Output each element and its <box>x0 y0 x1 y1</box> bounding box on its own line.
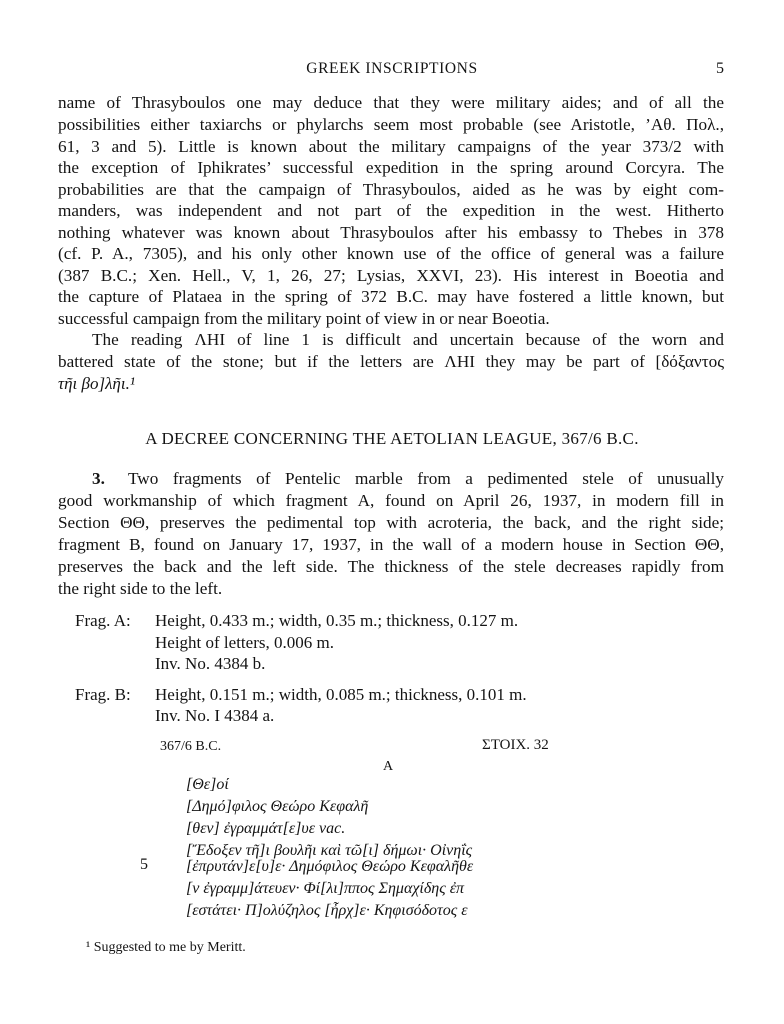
entry-line: good workmanship of which fragment A, found on April 26, 1937, in modern fill in <box>58 491 724 510</box>
paragraph-line: (387 B.C.; Xen. Hell., V, 1, 26, 27; Lysias, XXVI, 23). His interest in Boeotia and <box>58 266 724 285</box>
paragraph-line: 61, 3 and 5). Little is known about the military campaigns of the year 373/2 with <box>58 137 724 156</box>
frag-a-label: Frag. A: <box>75 611 131 630</box>
entry-line: fragment B, found on January 17, 1937, in the wall of a modern house in Section ΘΘ, <box>58 535 724 554</box>
footnote: ¹ Suggested to me by Meritt. <box>86 940 246 955</box>
frag-b-label: Frag. B: <box>75 685 131 704</box>
inscription-line: [εστάτει· Π]ολύζηλος [ἦρχ]ε· Κηφισόδοτος ε <box>186 902 468 919</box>
frag-b-line: Inv. No. I 4384 a. <box>155 706 275 725</box>
paragraph-line: probabilities are that the campaign of Thrasyboulos, aided as he was by eight com- <box>58 180 724 199</box>
section-title: A DECREE CONCERNING THE AETOLIAN LEAGUE, 367/6 B.C. <box>145 429 639 448</box>
running-title: GREEK INSCRIPTIONS <box>306 60 478 77</box>
frag-a-line: Height of letters, 0.006 m. <box>155 633 334 652</box>
paragraph-line: manders, was independent and not part of the expedition in the west. Hitherto <box>58 201 724 220</box>
page-number: 5 <box>716 60 724 77</box>
inscription-line: [ἐπρυτάν]ε[υ]ε· Δημόφιλος Θεώρο Κεφαλῆθε <box>186 858 474 875</box>
paragraph-line: nothing whatever was known about Thrasyboulos after his embassy to Thebes in 378 <box>58 223 724 242</box>
stoichedon-count: ΣΤΟΙΧ. 32 <box>482 737 549 753</box>
inscription-line: [ν ἐγραμμ]άτευεν· Φί[λι]ππος Σημαχίδης ἐπ <box>186 880 465 897</box>
entry-line: Section ΘΘ, preserves the pedimental top with acroteria, the back, and the right side; <box>58 513 724 532</box>
paragraph-line: the exception of Iphikrates’ successful expedition in the spring around Corcyra. The <box>58 158 724 177</box>
fragment-letter: A <box>383 759 394 774</box>
frag-a-line: Height, 0.433 m.; width, 0.35 m.; thickness, 0.127 m. <box>155 611 519 630</box>
paragraph-line: τῆι βο]λῆι.¹ <box>58 374 135 393</box>
inscription-line: [Θε]οί <box>186 776 229 793</box>
line-number: 5 <box>140 856 148 873</box>
entry-line: preserves the back and the left side. The thickness of the stele decreases rapidly from <box>58 557 724 576</box>
entry-line: the right side to the left. <box>58 579 223 598</box>
entry-number: 3. <box>92 469 105 488</box>
paragraph-line: battered state of the stone; but if the letters are ΛΗΙ they may be part of [δόξαντος <box>58 352 724 371</box>
paragraph-line: name of Thrasyboulos one may deduce that they were military aides; and of all the <box>58 93 724 112</box>
inscription-line: [Δημό]φιλος Θεώρο Κεφαλῆ <box>186 798 369 815</box>
frag-a-line: Inv. No. 4384 b. <box>155 654 266 673</box>
inscription-line: [θεν] ἐγραμμάτ[ε]υε vac. <box>186 820 346 837</box>
frag-b-line: Height, 0.151 m.; width, 0.085 m.; thickness, 0.101 m. <box>155 685 527 704</box>
paragraph-line: The reading ΛΗΙ of line 1 is difficult and uncertain because of the worn and <box>92 330 724 349</box>
paragraph-line: the capture of Plataea in the spring of 372 B.C. may have fostered a little known, but <box>58 287 724 306</box>
paragraph-line: possibilities either taxiarchs or phylarchs seem most probable (see Aristotle, ’Αθ. Πολ., <box>58 115 724 134</box>
paragraph-line: successful campaign from the military point of view in or near Boeotia. <box>58 309 550 328</box>
inscription-date: 367/6 B.C. <box>160 739 222 754</box>
inscription-line: [Ἔδοξεν τῆ]ι βουλῆι καὶ τῶ[ι] δήμωι· Οἰνηΐς <box>186 842 473 859</box>
entry-line: Two fragments of Pentelic marble from a pedimented stele of unusually <box>128 469 724 488</box>
paragraph-line: (cf. P. A., 7305), and his only other known use of the office of general was a failure <box>58 244 724 263</box>
